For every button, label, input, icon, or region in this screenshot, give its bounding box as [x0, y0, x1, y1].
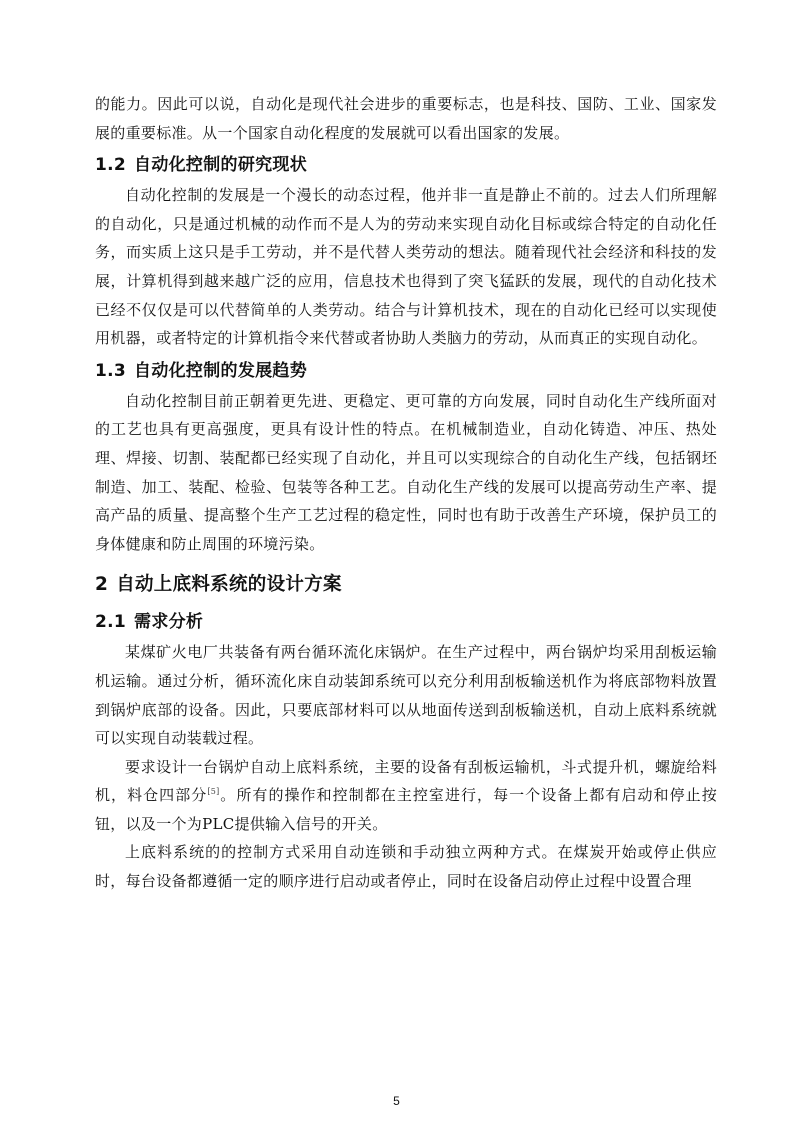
paragraph-text: 。所有的操作和控制都在主控室进行，每一个设备上都有启动和停止按钮，以及一个为PLC提供输入信号的开关。 — [95, 786, 717, 833]
paragraph-design-requirements — [95, 753, 717, 839]
section-heading-1-3 — [95, 359, 717, 383]
chapter-title: 自动上底料系统的设计方案 — [116, 574, 342, 596]
paragraph-text: 要求设计一台锅炉自动上底料系统，主要的设备有刮板运输机，斗式提升机，螺旋给料机，料仓四部分 — [95, 757, 717, 805]
document-body — [95, 90, 717, 896]
paragraph-research-status: 自动化控制的发展是一个漫长的动态过程，他并非一直是静止不前的。过去人们所理解的自动化，只是通过机械的动作而不是人为的劳动来实现自动化目标或综合特定的自动化任务，而实质上这只是手工劳动，并不是代替人类劳动的想法。随着现代社会经济和科技的发展，计算机得到越来越广泛的应用，信息技术也得到了突飞猛跃的发展，现代的自动化技术已经不仅仅是可以代替简单的人类劳动。结合与计算机技术，现在的自动化已经可以实现使用机器，或者特定的计算机指令来代替或者协助人类脑力的劳动，从而真正的实现自动化。 — [95, 186, 717, 348]
section-title: 自动化控制的研究现状 — [134, 155, 308, 176]
section-number: 1.2 — [95, 155, 127, 176]
section-heading-1-2 — [95, 153, 717, 177]
section-number: 2.1 — [95, 612, 127, 633]
paragraph-boiler-background: 某煤矿火电厂共装备有两台循环流化床锅炉。在生产过程中，两台锅炉均采用刮板运输机运输。通过分析，循环流化床自动装卸系统可以充分利用刮板输送机作为将底部物料放置到锅炉底部的设备。因此，只要底部材料可以从地面传送到刮板输送机，自动上底料系统就可以实现自动装载过程。 — [95, 643, 717, 748]
section-number: 1.3 — [95, 360, 127, 381]
paragraph-development-trend: 自动化控制目前正朝着更先进、更稳定、更可靠的方向发展，同时自动化生产线所面对的工艺也具有更高强度，更具有设计性的特点。在机械制造业，自动化铸造、冲压、热处理、焊接、切割、装配都已经实现了自动化，并且可以实现综合的自动化生产线，包括钢坯制造、加工、装配、检验、包装等各种工艺。自动化生产线的发展可以提高劳动生产率、提高产品的质量、提高整个生产工艺过程的稳定性，同时也有助于改善生产环境，保护员工的身体健康和防止周围的环境污染。 — [95, 391, 717, 553]
section-title: 需求分析 — [134, 612, 204, 633]
chapter-number: 2 — [95, 574, 109, 596]
citation-reference[interactable]: [5] — [207, 787, 220, 797]
chapter-heading-2 — [95, 572, 717, 598]
paragraph-intro-continuation: 的能力。因此可以说，自动化是现代社会进步的重要标志，也是科技、国防、工业、国家发展的重要标准。从一个国家自动化程度的发展就可以看出国家的发展。 — [95, 95, 717, 142]
section-title: 自动化控制的发展趋势 — [134, 360, 308, 381]
paragraph-control-mode: 上底料系统的的控制方式采用自动连锁和手动独立两种方式。在煤炭开始或停止供应时，每台设备都遵循一定的顺序进行启动或者停止，同时在设备启动停止过程中设置合理 — [95, 843, 717, 891]
page-number: 5 — [393, 1094, 400, 1108]
section-heading-2-1 — [95, 610, 717, 634]
